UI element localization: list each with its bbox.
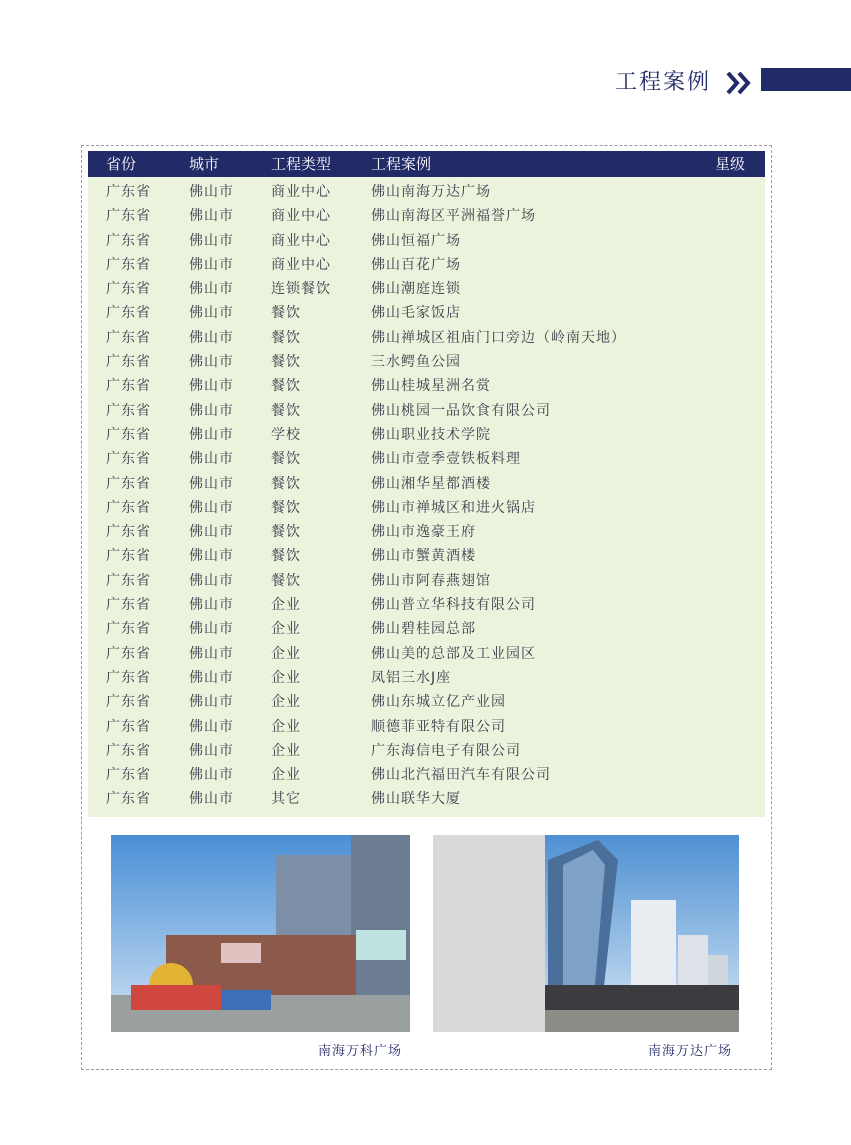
header-rating: 星级 [715, 155, 746, 173]
cell-city: 佛山市 [189, 572, 234, 589]
cell-city: 佛山市 [189, 305, 234, 322]
cell-project: 佛山湘华星都酒楼 [371, 475, 491, 492]
cell-province: 广东省 [106, 621, 151, 638]
cell-type: 餐饮 [271, 548, 301, 565]
cell-project: 佛山市壹季壹铁板料理 [371, 451, 521, 468]
table-row [88, 739, 765, 763]
cell-province: 广东省 [106, 208, 151, 225]
cell-city: 佛山市 [189, 791, 234, 808]
cell-type: 其它 [271, 791, 301, 808]
table-row [88, 617, 765, 641]
cell-project: 佛山东城立亿产业园 [371, 694, 506, 711]
cell-province: 广东省 [106, 572, 151, 589]
cell-province: 广东省 [106, 329, 151, 346]
cell-type: 企业 [271, 694, 301, 711]
cell-project: 佛山北汽福田汽车有限公司 [371, 767, 551, 784]
table-row [88, 399, 765, 423]
table-row [88, 544, 765, 568]
cell-project: 佛山禅城区祖庙门口旁边（岭南天地） [371, 329, 626, 346]
cell-type: 商业中心 [271, 184, 331, 200]
cell-project: 广东海信电子有限公司 [371, 742, 521, 759]
cell-province: 广东省 [106, 524, 151, 541]
cell-city: 佛山市 [189, 499, 234, 516]
table-row [88, 374, 765, 398]
cell-type: 企业 [271, 718, 301, 735]
cell-city: 佛山市 [189, 694, 234, 711]
table-row [88, 472, 765, 496]
cell-city: 佛山市 [189, 329, 234, 346]
table-row [88, 496, 765, 520]
table-row [88, 204, 765, 228]
cell-project: 佛山百花广场 [371, 256, 461, 273]
table-row [88, 593, 765, 617]
cell-province: 广东省 [106, 597, 151, 614]
double-chevron-right-icon [725, 70, 753, 96]
cell-province: 广东省 [106, 548, 151, 565]
cell-city: 佛山市 [189, 524, 234, 541]
cell-city: 佛山市 [189, 645, 234, 662]
cell-province: 广东省 [106, 451, 151, 468]
table-row [88, 447, 765, 471]
cell-project: 佛山南海万达广场 [371, 184, 491, 200]
projects-table [88, 151, 765, 817]
cell-project: 佛山美的总部及工业园区 [371, 645, 536, 662]
cell-province: 广东省 [106, 718, 151, 735]
table-row [88, 787, 765, 811]
cell-type: 餐饮 [271, 475, 301, 492]
cell-project: 佛山市蟹黄酒楼 [371, 548, 476, 565]
cell-city: 佛山市 [189, 378, 234, 395]
table-row [88, 180, 765, 204]
cell-type: 连锁餐饮 [271, 281, 331, 298]
cell-project: 佛山桂城星洲名赏 [371, 378, 491, 395]
cell-province: 广东省 [106, 378, 151, 395]
cell-project: 佛山桃园一品饮食有限公司 [371, 402, 551, 419]
cell-type: 商业中心 [271, 256, 331, 273]
cell-city: 佛山市 [189, 184, 234, 200]
cell-city: 佛山市 [189, 742, 234, 759]
cell-province: 广东省 [106, 499, 151, 516]
cell-province: 广东省 [106, 281, 151, 298]
header-type: 工程类型 [271, 155, 332, 173]
cell-province: 广东省 [106, 305, 151, 322]
cell-project: 佛山碧桂园总部 [371, 621, 476, 638]
header-project: 工程案例 [371, 155, 432, 173]
table-row [88, 326, 765, 350]
cell-province: 广东省 [106, 475, 151, 492]
cell-type: 餐饮 [271, 329, 301, 346]
table-row [88, 350, 765, 374]
table-row [88, 666, 765, 690]
cell-province: 广东省 [106, 791, 151, 808]
table-body [88, 180, 765, 812]
table-row [88, 763, 765, 787]
cell-city: 佛山市 [189, 402, 234, 419]
cell-city: 佛山市 [189, 767, 234, 784]
cell-province: 广东省 [106, 256, 151, 273]
cell-city: 佛山市 [189, 232, 234, 249]
cell-city: 佛山市 [189, 621, 234, 638]
cell-type: 餐饮 [271, 354, 301, 371]
table-row [88, 229, 765, 253]
cell-type: 企业 [271, 621, 301, 638]
header-city: 城市 [189, 155, 220, 173]
table-row [88, 642, 765, 666]
cell-type: 企业 [271, 669, 301, 686]
cell-city: 佛山市 [189, 669, 234, 686]
cell-type: 商业中心 [271, 208, 331, 225]
cell-province: 广东省 [106, 767, 151, 784]
cell-project: 佛山市逸豪王府 [371, 524, 476, 541]
cell-province: 广东省 [106, 402, 151, 419]
cell-type: 企业 [271, 767, 301, 784]
cell-province: 广东省 [106, 184, 151, 200]
cell-type: 餐饮 [271, 378, 301, 395]
cell-project: 佛山普立华科技有限公司 [371, 597, 536, 614]
cell-province: 广东省 [106, 426, 151, 443]
cell-project: 三水鳄鱼公园 [371, 354, 461, 371]
page-title: 工程案例 [615, 70, 712, 95]
cell-city: 佛山市 [189, 597, 234, 614]
cell-project: 佛山职业技术学院 [371, 426, 491, 443]
table-row [88, 715, 765, 739]
cell-type: 商业中心 [271, 232, 331, 249]
cell-province: 广东省 [106, 669, 151, 686]
table-row [88, 277, 765, 301]
cell-project: 凤铝三水J座 [371, 669, 452, 686]
table-row [88, 253, 765, 277]
cell-type: 餐饮 [271, 451, 301, 468]
table-header [88, 151, 765, 177]
table-row [88, 569, 765, 593]
cell-city: 佛山市 [189, 256, 234, 273]
cell-project: 佛山市禅城区和进火锅店 [371, 499, 536, 516]
cell-province: 广东省 [106, 742, 151, 759]
cell-city: 佛山市 [189, 718, 234, 735]
photo-nanhai-vanke-plaza [111, 835, 410, 1032]
cell-type: 餐饮 [271, 572, 301, 589]
cell-type: 企业 [271, 645, 301, 662]
cell-province: 广东省 [106, 694, 151, 711]
cell-city: 佛山市 [189, 426, 234, 443]
cell-type: 餐饮 [271, 305, 301, 322]
photo-caption: 南海万科广场 [318, 1044, 403, 1059]
cell-type: 餐饮 [271, 524, 301, 541]
cell-city: 佛山市 [189, 208, 234, 225]
photo-caption: 南海万达广场 [648, 1044, 733, 1059]
cell-type: 企业 [271, 742, 301, 759]
cell-type: 学校 [271, 426, 301, 443]
cell-type: 企业 [271, 597, 301, 614]
table-row [88, 520, 765, 544]
cell-city: 佛山市 [189, 548, 234, 565]
table-row [88, 690, 765, 714]
photo-nanhai-wanda-plaza [433, 835, 739, 1032]
header-province: 省份 [106, 155, 137, 173]
cell-project: 佛山恒福广场 [371, 232, 461, 249]
cell-type: 餐饮 [271, 402, 301, 419]
cell-city: 佛山市 [189, 354, 234, 371]
cell-project: 佛山联华大厦 [371, 791, 461, 808]
cell-city: 佛山市 [189, 475, 234, 492]
cell-project: 顺德菲亚特有限公司 [371, 718, 506, 735]
table-row [88, 301, 765, 325]
table-row [88, 423, 765, 447]
cell-city: 佛山市 [189, 281, 234, 298]
cell-province: 广东省 [106, 645, 151, 662]
cell-province: 广东省 [106, 354, 151, 371]
cell-type: 餐饮 [271, 499, 301, 516]
header-accent-bar [761, 68, 851, 91]
cell-project: 佛山毛家饭店 [371, 305, 461, 322]
cell-project: 佛山市阿春燕翅馆 [371, 572, 491, 589]
cell-project: 佛山南海区平洲福誉广场 [371, 208, 536, 225]
cell-city: 佛山市 [189, 451, 234, 468]
cell-province: 广东省 [106, 232, 151, 249]
cell-project: 佛山潮庭连锁 [371, 281, 461, 298]
